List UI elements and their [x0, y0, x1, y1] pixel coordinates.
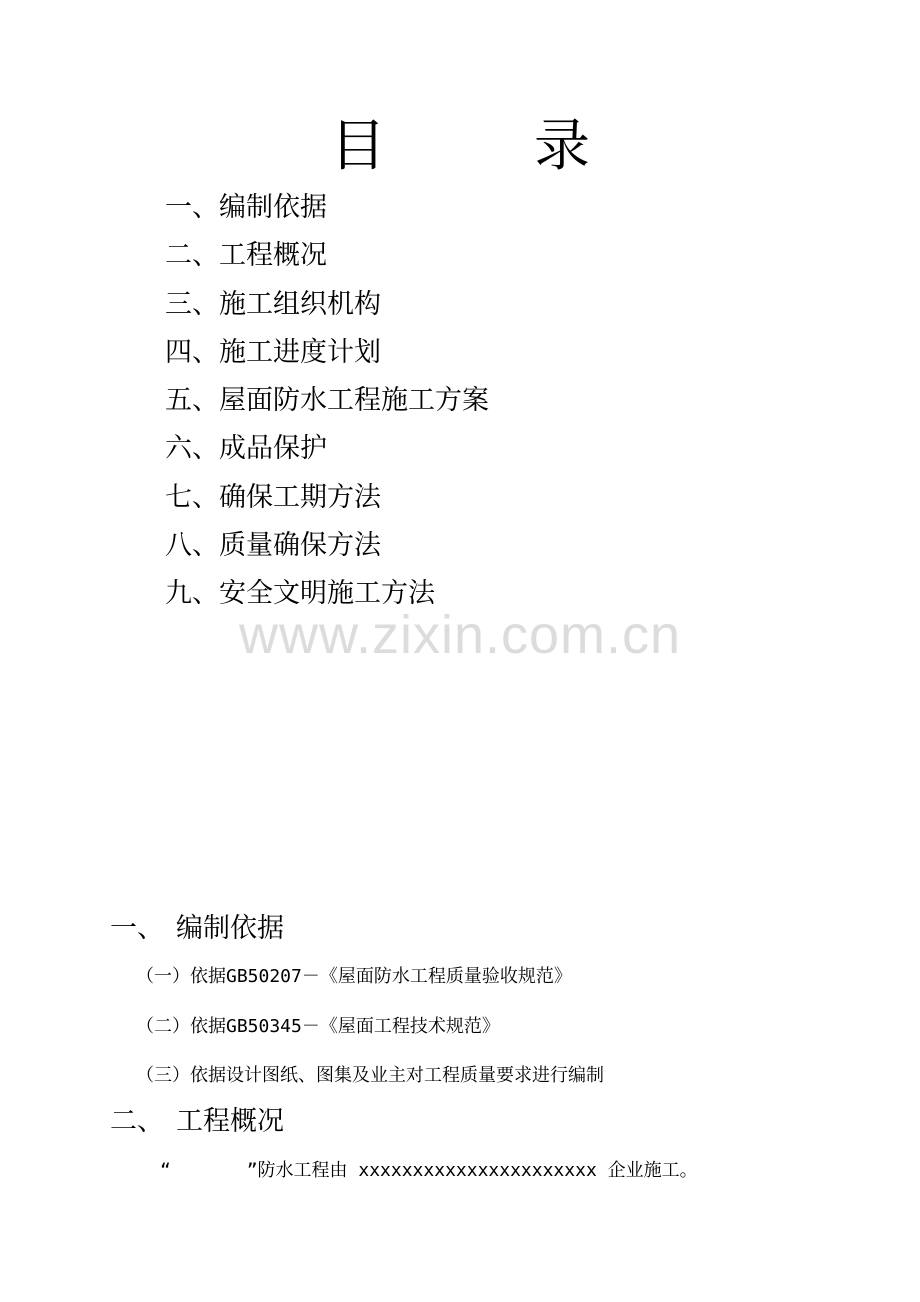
toc-item: 七、确保工期方法 [165, 481, 381, 513]
section-title: 编制依据 [176, 913, 284, 944]
toc-item: 八、质量确保方法 [165, 530, 381, 562]
basis-list [136, 962, 604, 1111]
toc-item: 九、安全文明施工方法 [165, 578, 435, 610]
toc-item: 四、施工进度计划 [165, 336, 381, 368]
watermark: www.zixin.com.cn [238, 605, 682, 665]
table-of-contents [165, 184, 489, 619]
section-heading-basis [110, 911, 284, 947]
section-number: 一、 [110, 913, 164, 944]
basis-item: （二）依据GB50345－《屋面工程技术规范》 [136, 1015, 500, 1037]
page-title: 目 录 [330, 114, 636, 179]
toc-item: 三、施工组织机构 [165, 288, 381, 320]
toc-item: 二、工程概况 [165, 240, 327, 272]
section-heading-overview [110, 1104, 284, 1140]
basis-item: （三）依据设计图纸、图集及业主对工程质量要求进行编制 [136, 1065, 604, 1086]
section-title: 工程概况 [176, 1106, 284, 1137]
basis-item: （一）依据GB50207－《屋面防水工程质量验收规范》 [136, 966, 572, 987]
toc-item: 六、成品保护 [165, 433, 327, 465]
overview-paragraph: “ ”防水工程由 xxxxxxxxxxxxxxxxxxxxxx 企业施工。 [160, 1160, 698, 1181]
toc-item: 一、编制依据 [165, 192, 327, 223]
section-number: 二、 [110, 1106, 164, 1137]
toc-item: 五、屋面防水工程施工方案 [165, 385, 489, 417]
